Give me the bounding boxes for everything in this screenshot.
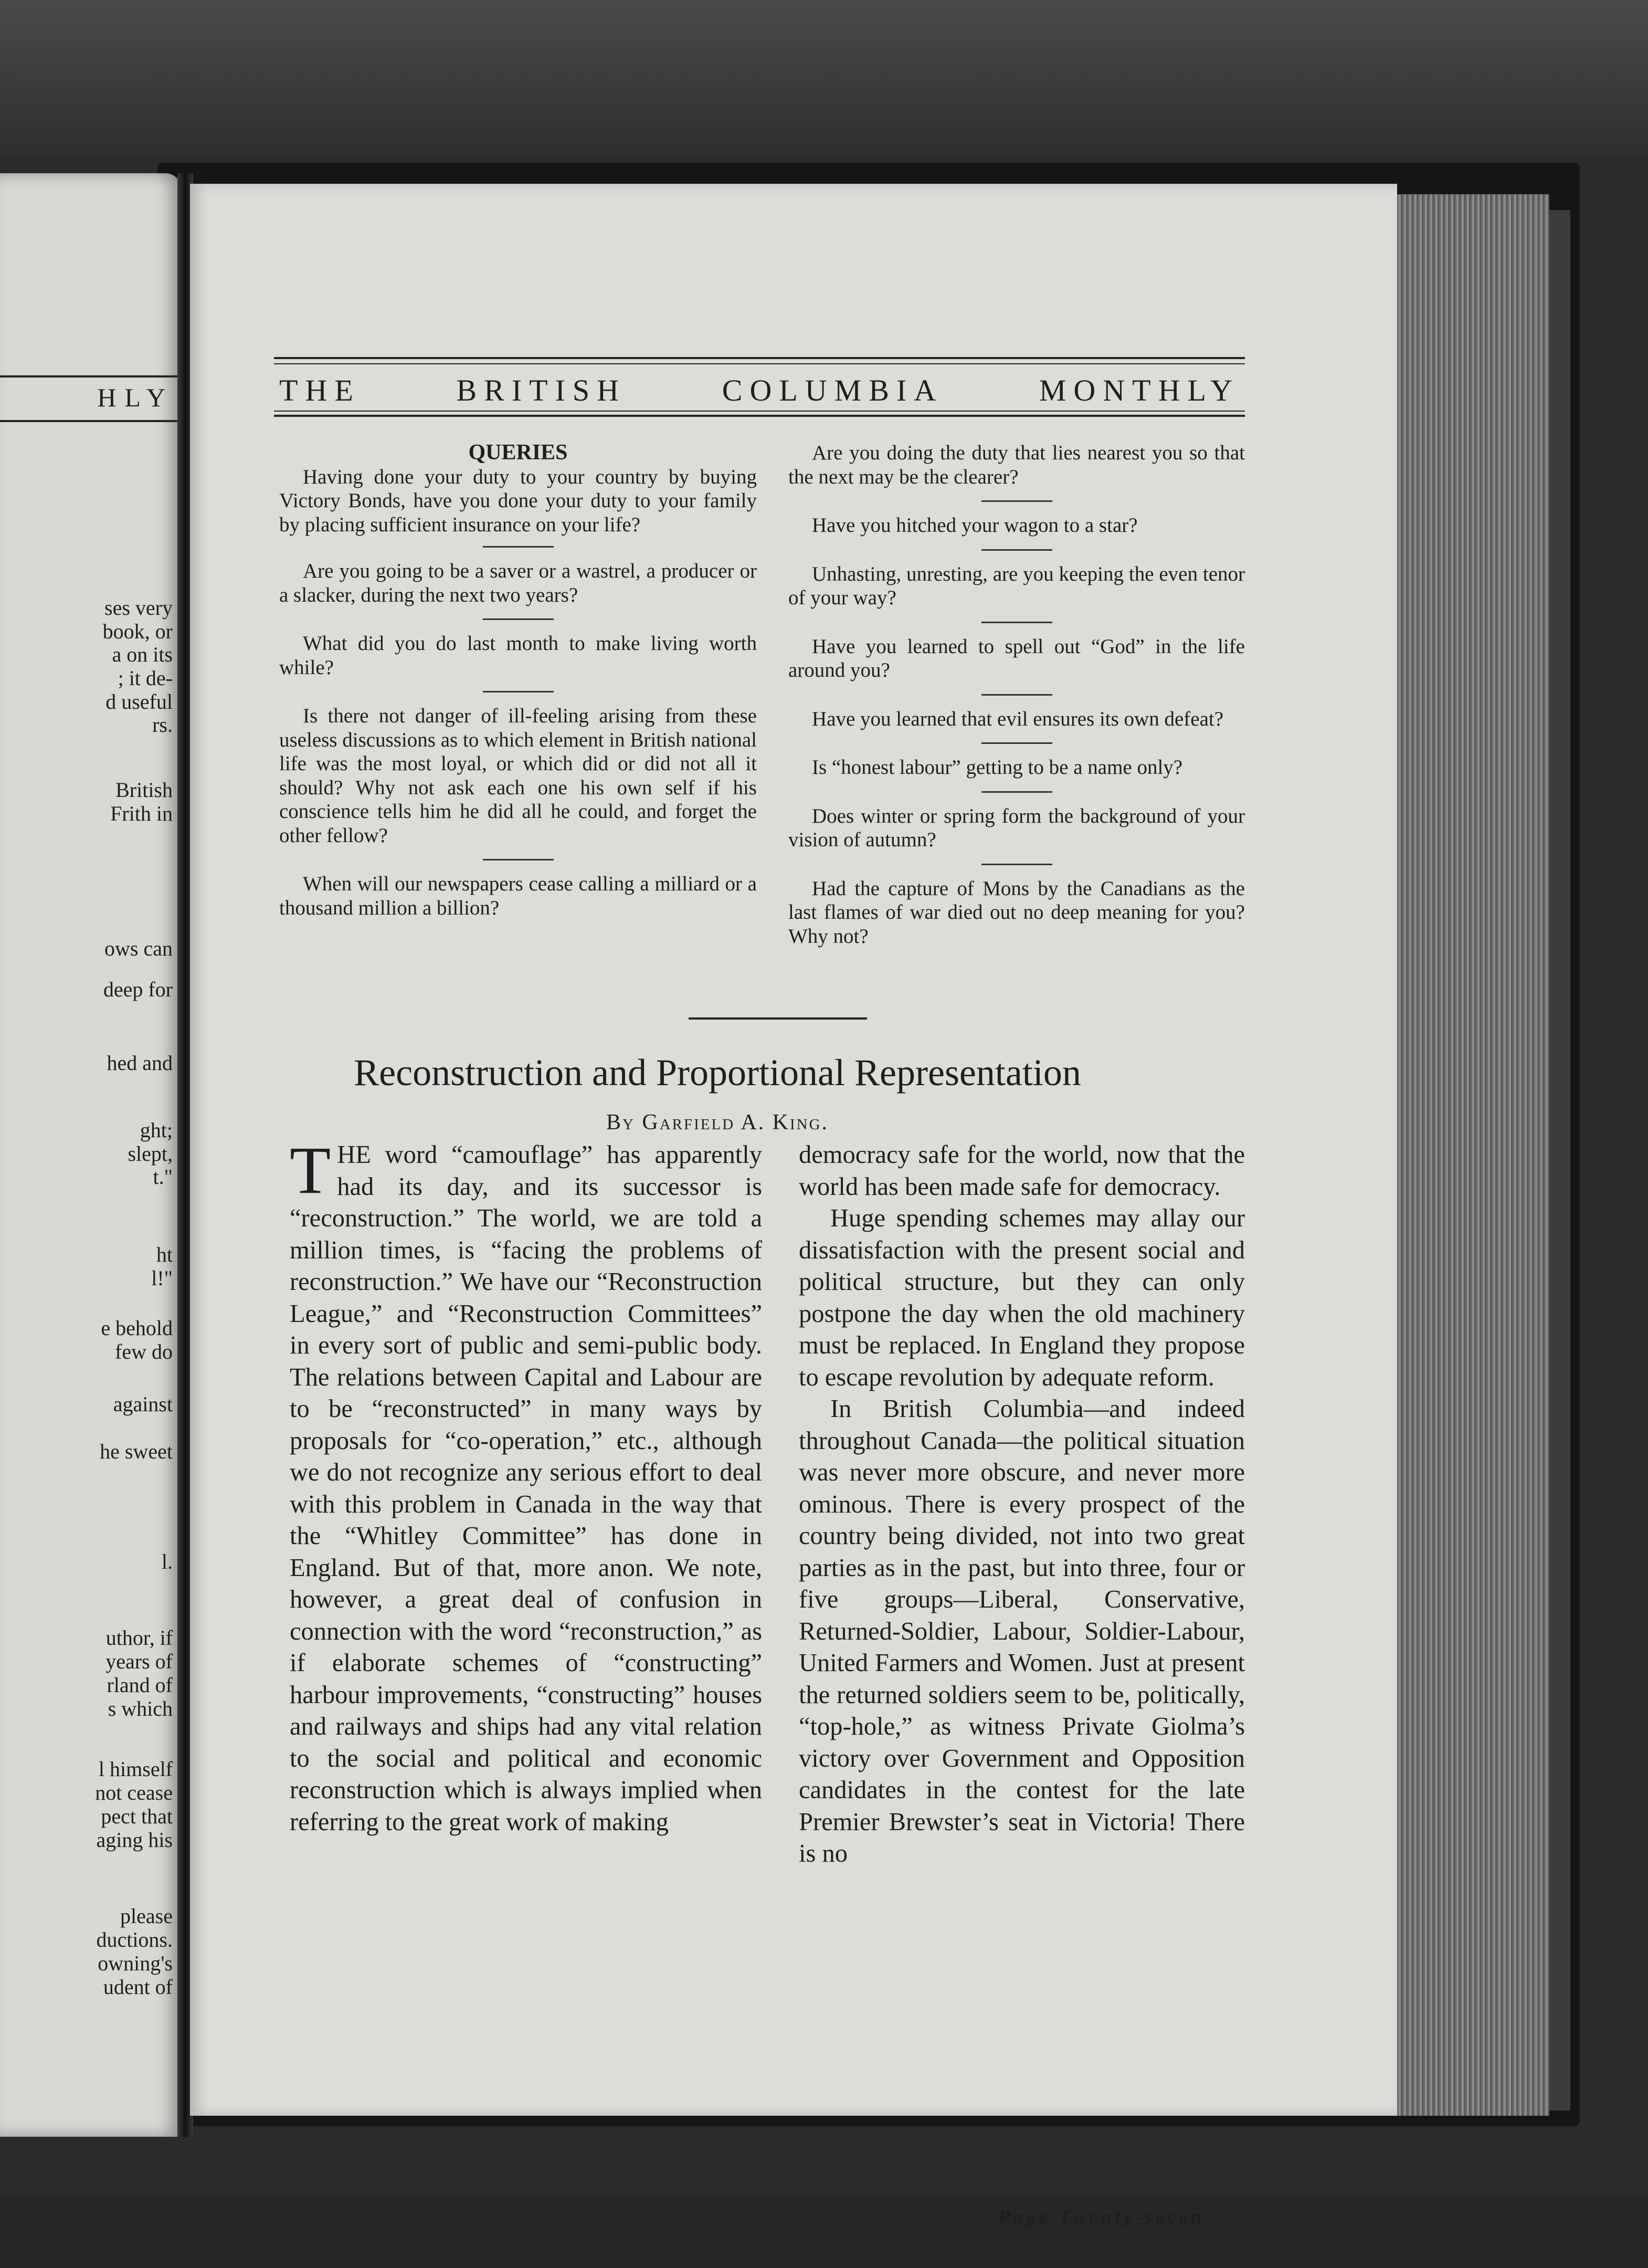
article-right-column (799, 1139, 1245, 1870)
left-page-line: aging his (96, 1828, 173, 1852)
query-divider (981, 791, 1052, 793)
left-page-line: please (120, 1904, 173, 1928)
left-page-line: ductions. (96, 1928, 173, 1951)
left-page-line: s which (108, 1697, 173, 1720)
left-page-line: ght; (140, 1118, 173, 1142)
left-page-line: ows can (104, 937, 173, 960)
left-page-line: rs. (152, 713, 173, 737)
masthead-rule-top (274, 357, 1245, 359)
left-page-line: ses very (104, 596, 173, 620)
article-byline: By Garfield A. King. (606, 1110, 829, 1135)
query-item: Have you learned that evil ensures its own defeat? (812, 707, 1224, 730)
query-divider (981, 549, 1052, 551)
left-page-line: t." (153, 1165, 173, 1189)
masthead-rule-bottom-thin (274, 411, 1245, 412)
left-page-line: udent of (103, 1975, 173, 1999)
query-divider (483, 546, 554, 548)
article-paragraph: In British Columbia—and indeed throughout Canada—the political situation was never more obscure, and never more ominous. There is every prospect of the country being divided, not into two great parties as in the past, but into three, four or five groups—Liberal, Conservative, Returned-Soldier, Labour, Soldier-Labour, United Farmers and Women. Just at present the returned soldiers seem to be, politically, “top-hole,” as witness Private Giolma’s victory over Government and Opposition candidates in the contest for the late Premier Brewster’s seat in Victoria! There is no (799, 1395, 1245, 1867)
left-page-line: British (115, 778, 173, 802)
left-page-line: slept, (128, 1142, 173, 1166)
query-divider (483, 691, 554, 692)
masthead-rule-bottom (274, 415, 1245, 417)
section-divider (689, 1017, 867, 1020)
query-item: Is “honest labour” getting to be a name only? (812, 756, 1183, 779)
query-item: Have you learned to spell out “God” in the life around you? (788, 635, 1245, 681)
query-divider (981, 622, 1052, 623)
query-item: Have you hitched your wagon to a star? (812, 514, 1138, 537)
left-page-line: l!" (151, 1266, 173, 1290)
book-spine-edge (1549, 210, 1570, 2110)
masthead (279, 373, 1240, 408)
left-page-line: owning's (98, 1951, 173, 1975)
background-top (0, 0, 1648, 158)
left-page-line: against (113, 1392, 173, 1416)
masthead-rule-top-thin (274, 363, 1245, 364)
left-page-line: book, or (102, 620, 173, 643)
article-paragraph: Huge spending schemes may allay our dissatisfaction with the present social and political structure, but they can only postpone the day when the old machinery must be replaced. In England they propose to escape revolution by adequate reform. (799, 1204, 1245, 1391)
left-page-line: Frith in (110, 802, 173, 825)
left-page-line: a on its (112, 643, 173, 666)
queries-left-column (279, 441, 757, 920)
left-page-line: d useful (105, 690, 173, 713)
page-edges (1397, 194, 1549, 2116)
left-page-line: l himself (98, 1757, 173, 1781)
query-divider (981, 864, 1052, 865)
query-item: Are you going to be a saver or a wastrel, a producer or a slacker, during the next two years? (279, 560, 757, 606)
query-item: Does winter or spring form the background of your vision of autumn? (788, 804, 1245, 851)
left-header-rule (0, 420, 181, 422)
left-header-rule (0, 375, 181, 377)
query-item: When will our newspapers cease calling a milliard or a thousand million a billion? (279, 873, 757, 919)
left-page-line: ht (156, 1243, 173, 1266)
left-page-line: hed and (107, 1051, 173, 1075)
left-page-line: few do (115, 1340, 173, 1363)
left-page-line: he sweet (100, 1440, 173, 1463)
left-page-line: pect that (101, 1804, 173, 1828)
left-page-line: ; it de- (118, 666, 173, 690)
queries-right-column (788, 441, 1245, 948)
left-page (0, 173, 181, 2137)
left-page-line: not cease (95, 1781, 173, 1804)
drop-cap: T (290, 1133, 331, 1208)
article-paragraph-text: HE word “camouflage” has apparently had its day, and its successor is “reconstruction.” The world, we are told a million times, is “facing the problems of reconstruction.” We have our “Reconstruction League,” and “Reconstruction Committees” in every sort of public and semi-public body. The relations between Capital and Labour are to be “reconstructed” in many ways by proposals for “co-operation,” etc., although we do not recognize any serious effort to deal with this problem in Canada in the way that the “Whitley Committee” has done in England. But of that, more anon. We note, however, a great deal of confusion in connection with the word “reconstruction,” as if elaborate schemes of “constructing” harbour improvements, “constructing” houses and railways and ships had any vital relation to the social and political and economic reconstruction which is always implied when referring to the great work of making (290, 1141, 762, 1836)
query-divider (483, 859, 554, 860)
left-page-line: deep for (103, 978, 173, 1001)
article-left-column (290, 1133, 762, 1838)
queries-title: QUERIES (468, 440, 568, 465)
left-page-line: l. (161, 1550, 173, 1573)
left-page-line: e behold (101, 1316, 173, 1340)
left-header-fragment: HLY (97, 383, 174, 412)
masthead-word: BRITISH (456, 373, 627, 407)
query-item: Had the capture of Mons by the Canadians as the last flames of war died out no deep meaning for you? Why not? (788, 877, 1245, 948)
background-bottom (0, 2194, 1648, 2268)
article-paragraph: democracy safe for the world, now that the world has been made safe for democracy. (799, 1141, 1245, 1201)
article-title: Reconstruction and Proportional Representation (354, 1052, 1081, 1094)
query-divider (483, 618, 554, 620)
query-item: Unhasting, unresting, are you keeping the even tenor of your way? (788, 562, 1245, 609)
query-divider (981, 500, 1052, 502)
query-divider (981, 694, 1052, 696)
query-item: Is there not danger of ill-feeling arising from these useless discussions as to which element in British national life was the most loyal, or which did or did not all it should? Why not ask each one his own self if his conscience tells him he did all he could, and forget the other fellow? (279, 705, 757, 847)
right-page (190, 184, 1397, 2228)
left-page-line: years of (105, 1650, 173, 1673)
page-number: Page Twenty-seven (998, 2207, 1205, 2228)
query-item: Are you doing the duty that lies nearest you so that the next may be the clearer? (788, 442, 1245, 488)
masthead-word: COLUMBIA (722, 373, 944, 407)
article-paragraph (290, 1133, 762, 1838)
query-item: What did you do last month to make living worth while? (279, 632, 757, 679)
query-divider (981, 742, 1052, 744)
masthead-word: THE (279, 373, 361, 407)
left-page-line: uthor, if (105, 1626, 173, 1650)
left-page-line: rland of (107, 1673, 173, 1697)
query-item: Having done your duty to your country by buying Victory Bonds, have you done your duty to your family by placing sufficient insurance on your life? (279, 465, 757, 536)
masthead-word: MONTHLY (1039, 373, 1240, 407)
